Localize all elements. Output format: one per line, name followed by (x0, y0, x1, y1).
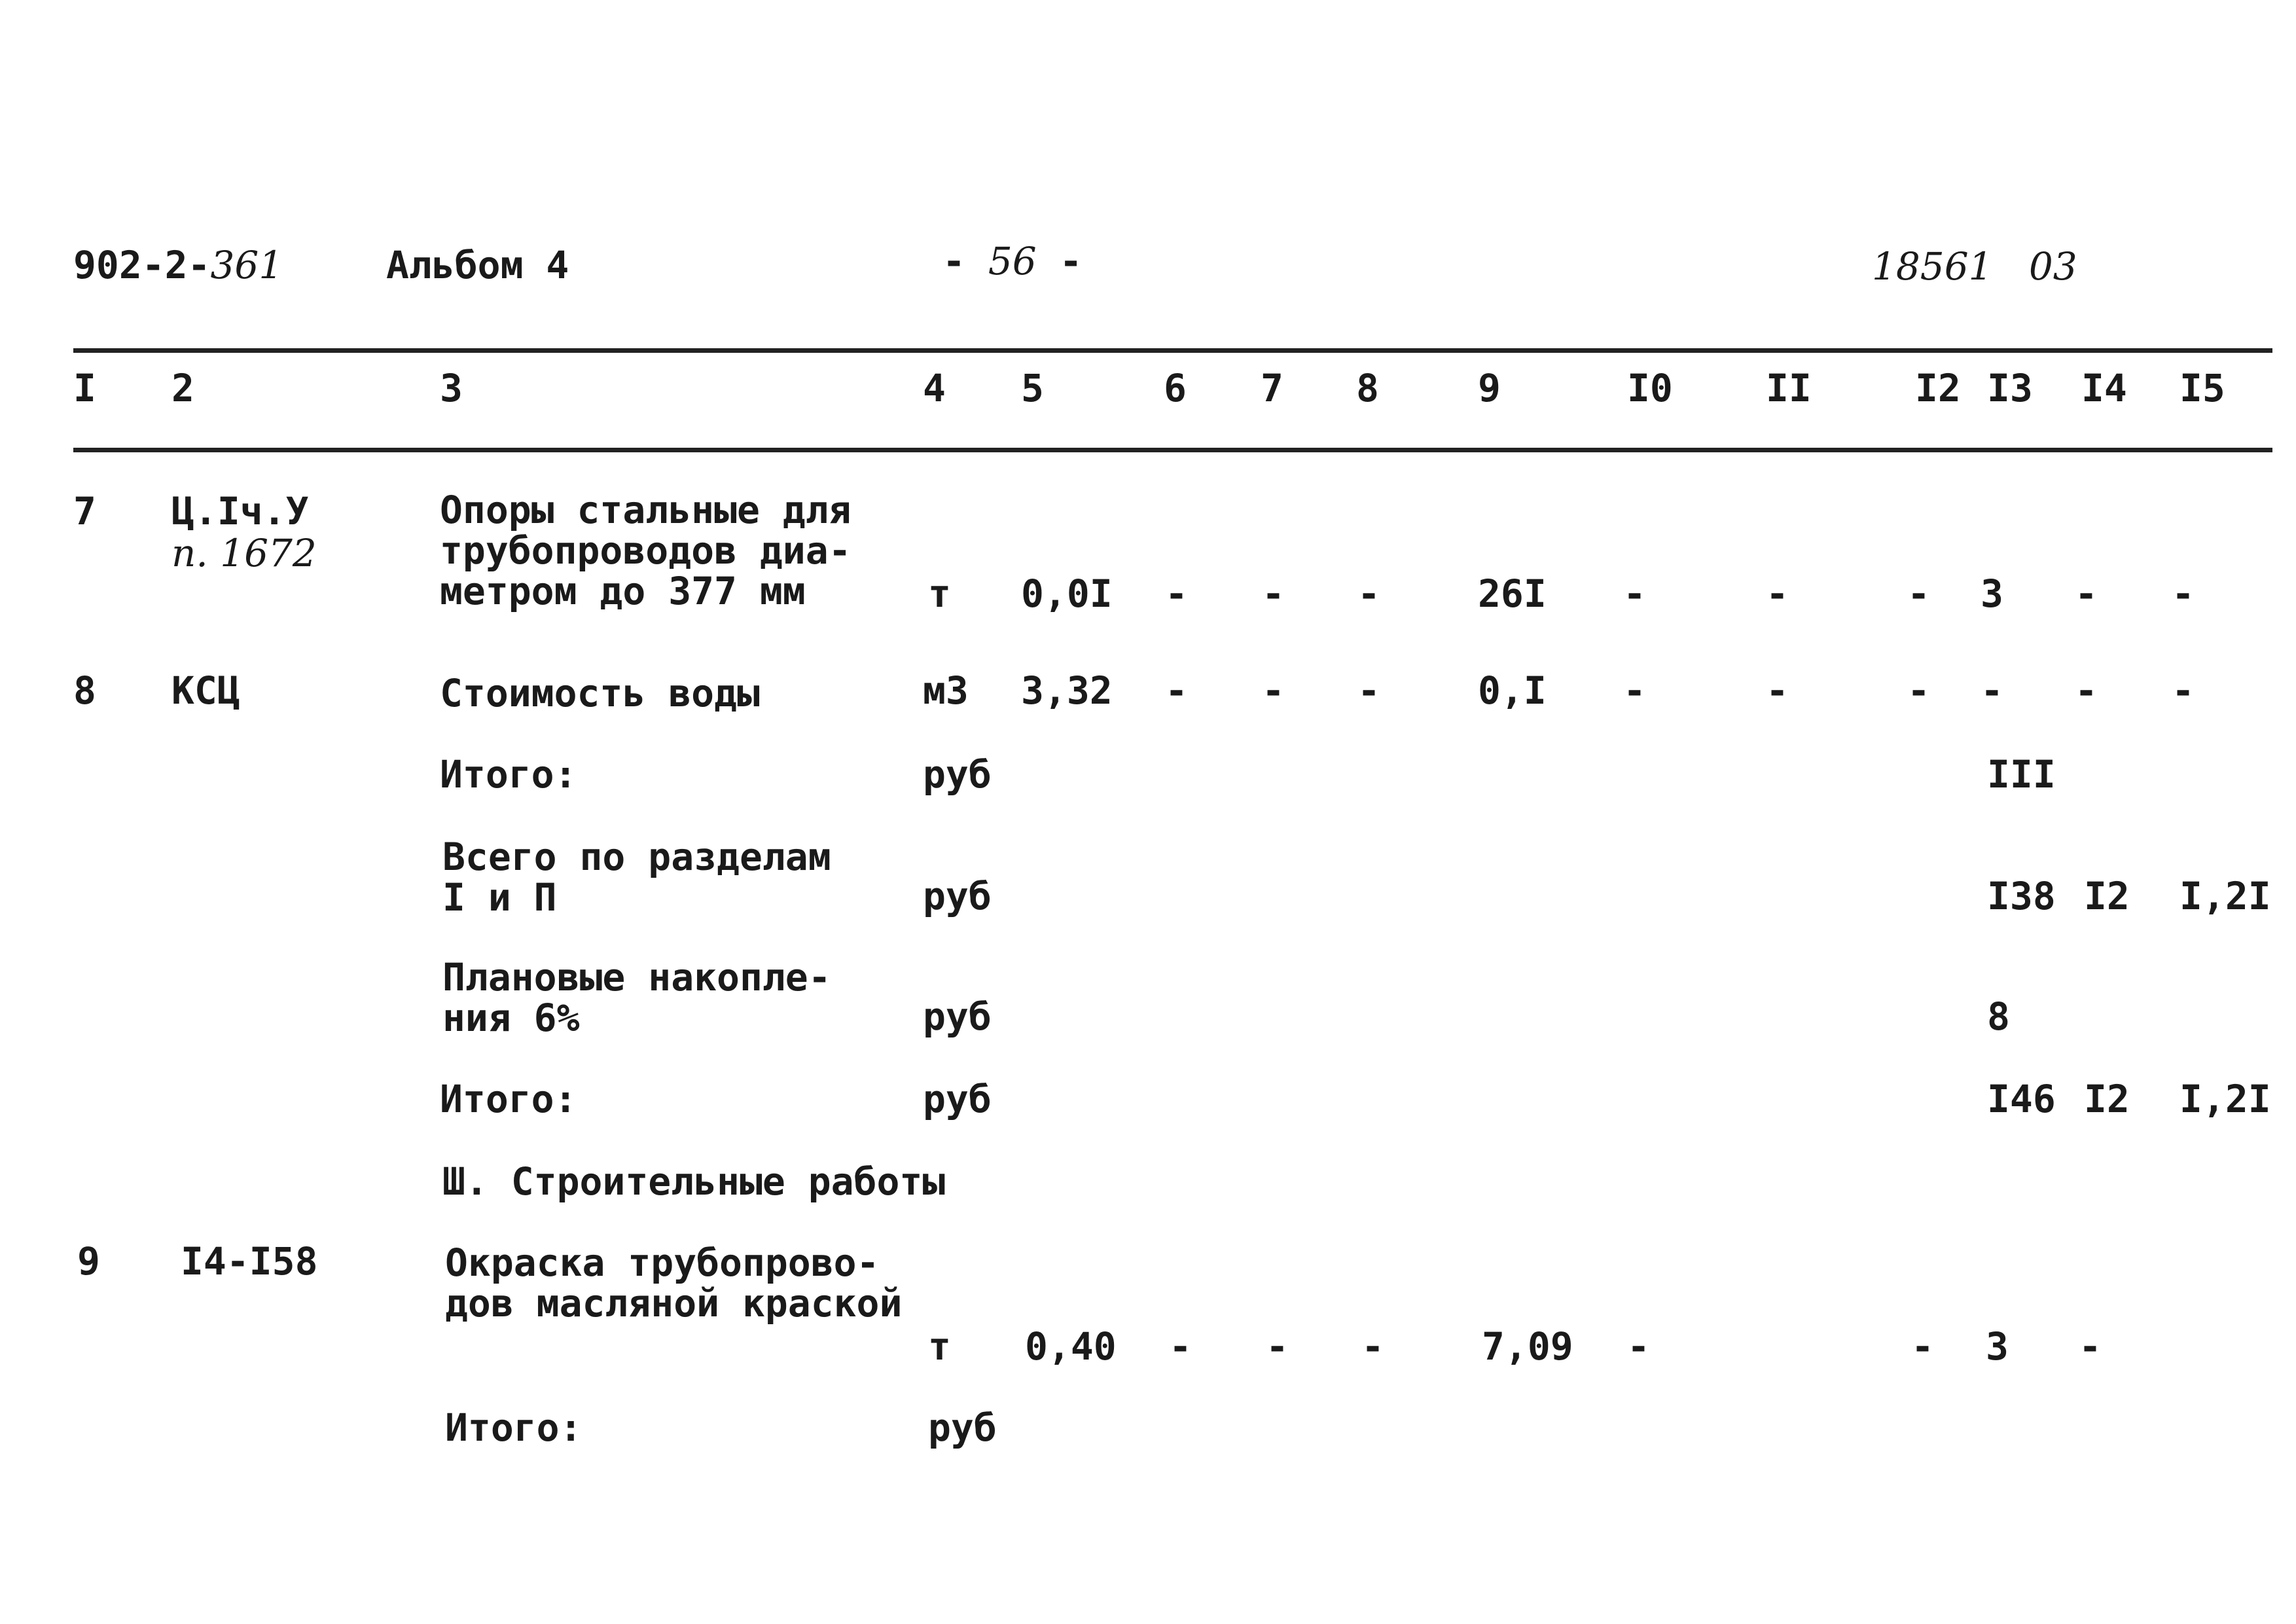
cell-col-12: - (1907, 571, 1930, 616)
cell-col-6: - (1169, 1324, 1192, 1369)
page-number-suffix: - (1059, 239, 1083, 283)
cell-col-14: I2 (2084, 1077, 2130, 1121)
row-unit: руб (923, 1077, 992, 1121)
cell-col-15: - (2172, 668, 2195, 713)
cell-col-13: 3 (1986, 1324, 2009, 1369)
cell-col-11: - (1766, 571, 1789, 616)
column-header: 6 (1164, 366, 1187, 410)
document-code-printed: 902-2- (73, 243, 211, 287)
column-header: 4 (923, 366, 946, 410)
page-number (942, 240, 1083, 283)
column-header: I3 (1987, 366, 2033, 410)
document-number-main: 18561 (1872, 244, 1993, 289)
column-header: 3 (440, 366, 463, 410)
row-unit: руб (923, 752, 992, 797)
column-header: I0 (1627, 366, 1673, 410)
column-header: I (73, 366, 96, 410)
cell-col-9: 7,09 (1482, 1324, 1573, 1369)
row-unit: руб (923, 874, 992, 918)
row-name: Итого: (440, 752, 577, 797)
cell-col-14: I2 (2084, 874, 2130, 918)
cell-col-14: - (2075, 571, 2098, 616)
cell-col-13: I46 (1987, 1077, 2056, 1121)
row-code: КСЦ (171, 668, 240, 713)
table-header-rule (73, 448, 2272, 452)
section-heading: Ш. Строительные работы (442, 1159, 946, 1204)
cell-col-10: - (1623, 571, 1646, 616)
column-header: II (1766, 366, 1812, 410)
cell-col-13: 3 (1981, 571, 2003, 616)
row-name: Окраска трубопрово- дов масляной краской (445, 1240, 903, 1326)
document-code-handwritten: 361 (210, 243, 283, 287)
page-number-value: 56 (988, 239, 1037, 283)
row-code: Ц.Iч.У (171, 489, 309, 533)
row-name: Итого: (440, 1077, 577, 1121)
cell-col-15: - (2172, 571, 2195, 616)
column-header: I4 (2081, 366, 2127, 410)
row-code: I4-I58 (181, 1239, 318, 1284)
cell-col-13: I38 (1987, 874, 2056, 918)
row-unit: руб (923, 994, 992, 1039)
row-code-note: п. 1672 (171, 531, 317, 575)
column-header: 2 (171, 366, 194, 410)
cell-col-7: - (1262, 571, 1285, 616)
row-name: Стоимость воды (440, 671, 760, 715)
album-label: Альбом 4 (386, 243, 569, 287)
column-header: I2 (1915, 366, 1961, 410)
document-number (1872, 245, 2077, 288)
cell-col-13: - (1981, 668, 2003, 713)
row-number: 8 (73, 668, 96, 713)
row-name: Опоры стальные для трубопроводов диа- метром до 377 мм (440, 488, 852, 613)
row-name: Итого: (445, 1405, 583, 1450)
cell-col-13: III (1987, 752, 2056, 797)
cell-col-14: - (2079, 1324, 2102, 1369)
cell-col-14: - (2075, 668, 2098, 713)
table-top-rule (73, 348, 2272, 353)
cell-col-9: 26I (1478, 571, 1547, 616)
cell-col-6: - (1165, 668, 1188, 713)
cell-col-5: 0,40 (1025, 1324, 1117, 1369)
cell-col-15: I,2I (2179, 874, 2271, 918)
page-number-prefix: - (942, 239, 965, 283)
row-unit: м3 (923, 668, 969, 713)
cell-col-11: - (1766, 668, 1789, 713)
column-header: I5 (2179, 366, 2225, 410)
row-number: 9 (77, 1239, 100, 1284)
cell-col-6: - (1165, 571, 1188, 616)
cell-col-7: - (1266, 1324, 1289, 1369)
row-name: Всего по разделам I и П (442, 835, 831, 920)
cell-col-10: - (1627, 1324, 1650, 1369)
row-name: Плановые накопле- ния 6% (442, 955, 831, 1040)
row-number: 7 (73, 489, 96, 533)
cell-col-12: - (1911, 1324, 1934, 1369)
cell-col-9: 0,I (1478, 668, 1547, 713)
cell-col-8: - (1357, 668, 1380, 713)
column-header: 5 (1021, 366, 1044, 410)
cell-col-5: 0,0I (1021, 571, 1113, 616)
cell-col-7: - (1262, 668, 1285, 713)
document-number-suffix: 03 (2028, 244, 2077, 289)
cell-col-13: 8 (1987, 994, 2010, 1039)
cell-col-8: - (1361, 1324, 1384, 1369)
cell-col-8: - (1357, 571, 1380, 616)
document-code (73, 244, 283, 287)
row-unit: т (928, 571, 951, 616)
cell-col-15: I,2I (2179, 1077, 2271, 1121)
cell-col-10: - (1623, 668, 1646, 713)
cell-col-5: 3,32 (1021, 668, 1113, 713)
cell-col-12: - (1907, 668, 1930, 713)
column-header: 8 (1356, 366, 1379, 410)
column-header: 7 (1261, 366, 1283, 410)
row-unit: руб (928, 1405, 997, 1450)
row-unit: т (928, 1324, 951, 1369)
column-header: 9 (1478, 366, 1501, 410)
